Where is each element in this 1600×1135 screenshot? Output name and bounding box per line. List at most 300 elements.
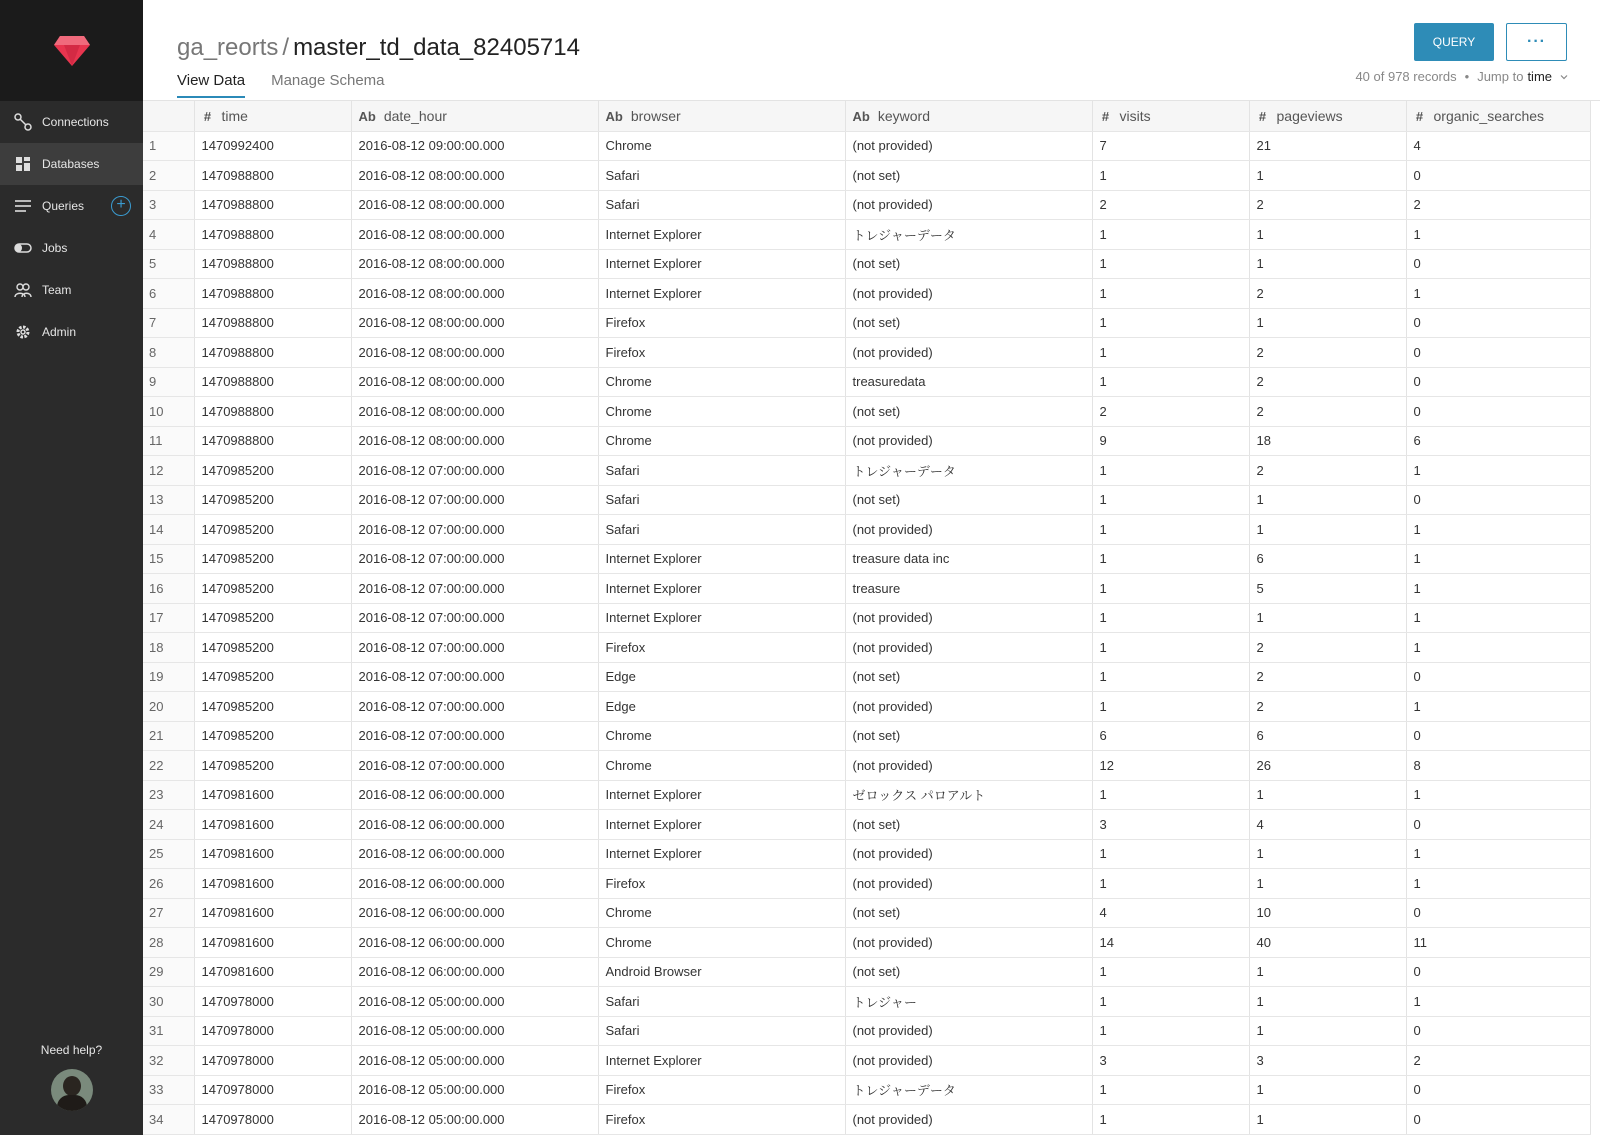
table-cell-time[interactable]: 1470981600: [194, 839, 351, 869]
table-cell-date-hour[interactable]: 2016-08-12 06:00:00.000: [351, 898, 598, 928]
table-cell-pageviews[interactable]: 6: [1249, 544, 1406, 574]
table-cell-time[interactable]: 1470985200: [194, 603, 351, 633]
table-cell-keyword[interactable]: treasure: [845, 574, 1092, 604]
table-cell-visits[interactable]: 3: [1092, 810, 1249, 840]
table-cell-time[interactable]: 1470988800: [194, 308, 351, 338]
column-header-keyword[interactable]: [845, 101, 1092, 131]
table-cell-time[interactable]: 1470988800: [194, 220, 351, 250]
table-cell-organic-searches[interactable]: 1: [1406, 869, 1590, 899]
table-cell-visits[interactable]: 1: [1092, 249, 1249, 279]
table-cell-browser[interactable]: Chrome: [598, 928, 845, 958]
table-cell-pageviews[interactable]: 2: [1249, 279, 1406, 309]
table-cell-keyword[interactable]: トレジャーデータ: [845, 1075, 1092, 1105]
table-cell-browser[interactable]: Chrome: [598, 397, 845, 427]
table-cell-date-hour[interactable]: 2016-08-12 06:00:00.000: [351, 869, 598, 899]
table-cell-time[interactable]: 1470981600: [194, 898, 351, 928]
table-cell-browser[interactable]: Internet Explorer: [598, 544, 845, 574]
breadcrumb-database[interactable]: ga_reorts: [177, 34, 279, 61]
table-cell-browser[interactable]: Firefox: [598, 869, 845, 899]
table-cell-keyword[interactable]: トレジャーデータ: [845, 456, 1092, 486]
table-row[interactable]: [143, 1105, 1590, 1135]
table-cell-keyword[interactable]: (not set): [845, 397, 1092, 427]
table-cell-keyword[interactable]: (not provided): [845, 928, 1092, 958]
jump-to-value[interactable]: time: [1527, 69, 1552, 84]
table-cell-time[interactable]: 1470985200: [194, 692, 351, 722]
table-cell-browser[interactable]: Internet Explorer: [598, 780, 845, 810]
table-cell-keyword[interactable]: (not provided): [845, 1016, 1092, 1046]
table-cell-pageviews[interactable]: 5: [1249, 574, 1406, 604]
table-cell-pageviews[interactable]: 3: [1249, 1046, 1406, 1076]
table-cell-browser[interactable]: Internet Explorer: [598, 839, 845, 869]
table-row[interactable]: [143, 1046, 1590, 1076]
table-cell-visits[interactable]: 12: [1092, 751, 1249, 781]
table-cell-time[interactable]: 1470988800: [194, 397, 351, 427]
table-cell-visits[interactable]: 1: [1092, 515, 1249, 545]
table-cell-date-hour[interactable]: 2016-08-12 08:00:00.000: [351, 279, 598, 309]
table-cell-keyword[interactable]: ゼロックス パロアルト: [845, 780, 1092, 810]
table-cell-date-hour[interactable]: 2016-08-12 06:00:00.000: [351, 810, 598, 840]
table-cell-visits[interactable]: 9: [1092, 426, 1249, 456]
column-header-time[interactable]: [194, 101, 351, 131]
table-row[interactable]: [143, 869, 1590, 899]
table-cell-pageviews[interactable]: 1: [1249, 1075, 1406, 1105]
table-cell-browser[interactable]: Chrome: [598, 367, 845, 397]
column-header-visits[interactable]: [1092, 101, 1249, 131]
table-cell-visits[interactable]: 1: [1092, 662, 1249, 692]
table-cell-date-hour[interactable]: 2016-08-12 07:00:00.000: [351, 544, 598, 574]
table-cell-time[interactable]: 1470988800: [194, 367, 351, 397]
table-cell-organic-searches[interactable]: 2: [1406, 190, 1590, 220]
table-cell-time[interactable]: 1470985200: [194, 544, 351, 574]
sidebar-item-admin[interactable]: [0, 311, 143, 353]
table-cell-pageviews[interactable]: 1: [1249, 987, 1406, 1017]
table-row[interactable]: [143, 603, 1590, 633]
table-cell-organic-searches[interactable]: 0: [1406, 662, 1590, 692]
table-cell-pageviews[interactable]: 18: [1249, 426, 1406, 456]
table-row[interactable]: [143, 161, 1590, 191]
sidebar-item-queries[interactable]: [0, 185, 143, 227]
table-cell-visits[interactable]: 1: [1092, 957, 1249, 987]
table-cell-pageviews[interactable]: 40: [1249, 928, 1406, 958]
table-cell-visits[interactable]: 1: [1092, 603, 1249, 633]
table-cell-visits[interactable]: 1: [1092, 839, 1249, 869]
table-cell-pageviews[interactable]: 1: [1249, 161, 1406, 191]
table-cell-time[interactable]: 1470988800: [194, 249, 351, 279]
table-cell-keyword[interactable]: (not provided): [845, 190, 1092, 220]
table-cell-time[interactable]: 1470992400: [194, 131, 351, 161]
table-cell-organic-searches[interactable]: 1: [1406, 515, 1590, 545]
table-cell-keyword[interactable]: トレジャーデータ: [845, 220, 1092, 250]
help-link[interactable]: Need help?: [40, 1043, 103, 1057]
column-header-date-hour[interactable]: [351, 101, 598, 131]
table-cell-organic-searches[interactable]: 1: [1406, 603, 1590, 633]
table-cell-keyword[interactable]: トレジャー: [845, 987, 1092, 1017]
table-cell-browser[interactable]: Internet Explorer: [598, 574, 845, 604]
table-cell-keyword[interactable]: (not set): [845, 721, 1092, 751]
table-cell-pageviews[interactable]: 2: [1249, 367, 1406, 397]
table-cell-keyword[interactable]: (not provided): [845, 515, 1092, 545]
sidebar-item-databases[interactable]: [0, 143, 143, 185]
table-cell-browser[interactable]: Chrome: [598, 898, 845, 928]
table-cell-keyword[interactable]: (not provided): [845, 633, 1092, 663]
table-cell-date-hour[interactable]: 2016-08-12 08:00:00.000: [351, 308, 598, 338]
table-cell-visits[interactable]: 1: [1092, 456, 1249, 486]
table-cell-pageviews[interactable]: 21: [1249, 131, 1406, 161]
table-row[interactable]: [143, 249, 1590, 279]
table-cell-date-hour[interactable]: 2016-08-12 07:00:00.000: [351, 603, 598, 633]
table-cell-keyword[interactable]: (not provided): [845, 426, 1092, 456]
table-cell-time[interactable]: 1470981600: [194, 869, 351, 899]
table-row[interactable]: [143, 544, 1590, 574]
table-cell-date-hour[interactable]: 2016-08-12 07:00:00.000: [351, 485, 598, 515]
table-cell-pageviews[interactable]: 1: [1249, 839, 1406, 869]
table-cell-keyword[interactable]: (not provided): [845, 839, 1092, 869]
table-cell-organic-searches[interactable]: 1: [1406, 633, 1590, 663]
table-cell-visits[interactable]: 1: [1092, 1105, 1249, 1135]
table-cell-time[interactable]: 1470985200: [194, 485, 351, 515]
table-cell-browser[interactable]: Firefox: [598, 1105, 845, 1135]
table-cell-browser[interactable]: Internet Explorer: [598, 810, 845, 840]
table-cell-pageviews[interactable]: 2: [1249, 456, 1406, 486]
table-cell-pageviews[interactable]: 1: [1249, 249, 1406, 279]
table-cell-browser[interactable]: Safari: [598, 1016, 845, 1046]
table-row[interactable]: [143, 751, 1590, 781]
table-cell-browser[interactable]: Chrome: [598, 426, 845, 456]
table-cell-browser[interactable]: Internet Explorer: [598, 220, 845, 250]
table-cell-date-hour[interactable]: 2016-08-12 05:00:00.000: [351, 1046, 598, 1076]
jump-to-label[interactable]: Jump to: [1477, 69, 1524, 84]
table-row[interactable]: [143, 928, 1590, 958]
table-cell-time[interactable]: 1470981600: [194, 780, 351, 810]
table-cell-organic-searches[interactable]: 1: [1406, 780, 1590, 810]
table-cell-pageviews[interactable]: 10: [1249, 898, 1406, 928]
table-cell-organic-searches[interactable]: 1: [1406, 839, 1590, 869]
table-cell-time[interactable]: 1470978000: [194, 1046, 351, 1076]
table-cell-time[interactable]: 1470981600: [194, 928, 351, 958]
table-cell-organic-searches[interactable]: 2: [1406, 1046, 1590, 1076]
table-cell-visits[interactable]: 1: [1092, 780, 1249, 810]
table-cell-pageviews[interactable]: 1: [1249, 869, 1406, 899]
table-row[interactable]: [143, 721, 1590, 751]
sidebar-item-connections[interactable]: [0, 101, 143, 143]
table-cell-date-hour[interactable]: 2016-08-12 06:00:00.000: [351, 957, 598, 987]
table-row[interactable]: [143, 633, 1590, 663]
table-cell-pageviews[interactable]: 2: [1249, 397, 1406, 427]
table-cell-visits[interactable]: 1: [1092, 367, 1249, 397]
table-cell-keyword[interactable]: (not provided): [845, 1046, 1092, 1076]
table-row[interactable]: [143, 190, 1590, 220]
table-cell-organic-searches[interactable]: 0: [1406, 898, 1590, 928]
table-cell-pageviews[interactable]: 2: [1249, 190, 1406, 220]
table-cell-date-hour[interactable]: 2016-08-12 06:00:00.000: [351, 780, 598, 810]
table-cell-browser[interactable]: Internet Explorer: [598, 279, 845, 309]
table-cell-visits[interactable]: 1: [1092, 574, 1249, 604]
table-cell-visits[interactable]: 6: [1092, 721, 1249, 751]
table-cell-visits[interactable]: 4: [1092, 898, 1249, 928]
table-row[interactable]: [143, 692, 1590, 722]
table-cell-browser[interactable]: Edge: [598, 692, 845, 722]
table-cell-time[interactable]: 1470981600: [194, 957, 351, 987]
table-cell-date-hour[interactable]: 2016-08-12 05:00:00.000: [351, 1075, 598, 1105]
table-cell-time[interactable]: 1470985200: [194, 633, 351, 663]
table-cell-pageviews[interactable]: 1: [1249, 1016, 1406, 1046]
table-cell-pageviews[interactable]: 2: [1249, 633, 1406, 663]
table-cell-browser[interactable]: Chrome: [598, 721, 845, 751]
query-button[interactable]: QUERY: [1414, 23, 1494, 61]
table-cell-browser[interactable]: Safari: [598, 987, 845, 1017]
table-cell-organic-searches[interactable]: 0: [1406, 1075, 1590, 1105]
table-cell-browser[interactable]: Safari: [598, 515, 845, 545]
table-row[interactable]: [143, 662, 1590, 692]
table-cell-organic-searches[interactable]: 4: [1406, 131, 1590, 161]
table-cell-organic-searches[interactable]: 0: [1406, 249, 1590, 279]
table-cell-date-hour[interactable]: 2016-08-12 07:00:00.000: [351, 662, 598, 692]
table-cell-visits[interactable]: 3: [1092, 1046, 1249, 1076]
table-cell-time[interactable]: 1470978000: [194, 1016, 351, 1046]
table-cell-keyword[interactable]: treasure data inc: [845, 544, 1092, 574]
table-row[interactable]: [143, 485, 1590, 515]
table-cell-visits[interactable]: 1: [1092, 869, 1249, 899]
table-cell-visits[interactable]: 1: [1092, 485, 1249, 515]
table-row[interactable]: [143, 338, 1590, 368]
table-cell-date-hour[interactable]: 2016-08-12 09:00:00.000: [351, 131, 598, 161]
table-cell-date-hour[interactable]: 2016-08-12 07:00:00.000: [351, 515, 598, 545]
table-cell-pageviews[interactable]: 1: [1249, 780, 1406, 810]
column-header-pageviews[interactable]: [1249, 101, 1406, 131]
sidebar-item-team[interactable]: [0, 269, 143, 311]
table-row[interactable]: [143, 987, 1590, 1017]
table-cell-date-hour[interactable]: 2016-08-12 08:00:00.000: [351, 426, 598, 456]
table-cell-visits[interactable]: 14: [1092, 928, 1249, 958]
table-cell-browser[interactable]: Firefox: [598, 308, 845, 338]
avatar[interactable]: [51, 1069, 93, 1111]
table-cell-pageviews[interactable]: 1: [1249, 1105, 1406, 1135]
table-cell-browser[interactable]: Edge: [598, 662, 845, 692]
table-cell-visits[interactable]: 1: [1092, 692, 1249, 722]
table-cell-browser[interactable]: Firefox: [598, 338, 845, 368]
table-cell-time[interactable]: 1470981600: [194, 810, 351, 840]
table-cell-visits[interactable]: 2: [1092, 190, 1249, 220]
table-cell-time[interactable]: 1470985200: [194, 574, 351, 604]
table-cell-visits[interactable]: 1: [1092, 220, 1249, 250]
table-cell-keyword[interactable]: (not set): [845, 898, 1092, 928]
table-cell-keyword[interactable]: (not provided): [845, 131, 1092, 161]
table-cell-keyword[interactable]: (not set): [845, 662, 1092, 692]
table-cell-browser[interactable]: Safari: [598, 485, 845, 515]
table-cell-time[interactable]: 1470985200: [194, 456, 351, 486]
table-cell-browser[interactable]: Android Browser: [598, 957, 845, 987]
table-cell-keyword[interactable]: (not set): [845, 249, 1092, 279]
table-cell-browser[interactable]: Firefox: [598, 1075, 845, 1105]
table-cell-pageviews[interactable]: 2: [1249, 338, 1406, 368]
table-row[interactable]: [143, 810, 1590, 840]
table-cell-browser[interactable]: Firefox: [598, 633, 845, 663]
table-cell-keyword[interactable]: (not set): [845, 810, 1092, 840]
table-cell-date-hour[interactable]: 2016-08-12 07:00:00.000: [351, 692, 598, 722]
table-cell-keyword[interactable]: (not provided): [845, 1105, 1092, 1135]
table-cell-organic-searches[interactable]: 1: [1406, 544, 1590, 574]
table-cell-organic-searches[interactable]: 11: [1406, 928, 1590, 958]
table-cell-browser[interactable]: Chrome: [598, 751, 845, 781]
table-cell-visits[interactable]: 2: [1092, 397, 1249, 427]
table-cell-keyword[interactable]: (not provided): [845, 751, 1092, 781]
table-cell-pageviews[interactable]: 1: [1249, 603, 1406, 633]
table-cell-date-hour[interactable]: 2016-08-12 08:00:00.000: [351, 397, 598, 427]
add-query-button[interactable]: +: [111, 196, 131, 216]
table-cell-organic-searches[interactable]: 0: [1406, 957, 1590, 987]
table-row[interactable]: [143, 279, 1590, 309]
table-row[interactable]: [143, 220, 1590, 250]
table-cell-date-hour[interactable]: 2016-08-12 07:00:00.000: [351, 751, 598, 781]
table-cell-date-hour[interactable]: 2016-08-12 08:00:00.000: [351, 338, 598, 368]
table-cell-keyword[interactable]: (not set): [845, 957, 1092, 987]
row-number: 2: [143, 161, 194, 191]
table-cell-keyword[interactable]: (not provided): [845, 338, 1092, 368]
table-cell-date-hour[interactable]: 2016-08-12 05:00:00.000: [351, 987, 598, 1017]
table-row[interactable]: [143, 426, 1590, 456]
table-cell-keyword[interactable]: treasuredata: [845, 367, 1092, 397]
more-options-button[interactable]: ···: [1506, 23, 1567, 61]
table-cell-date-hour[interactable]: 2016-08-12 07:00:00.000: [351, 574, 598, 604]
table-cell-organic-searches[interactable]: 0: [1406, 161, 1590, 191]
table-cell-browser[interactable]: Internet Explorer: [598, 1046, 845, 1076]
table-cell-pageviews[interactable]: 26: [1249, 751, 1406, 781]
row-number: 24: [143, 810, 194, 840]
table-cell-keyword[interactable]: (not set): [845, 485, 1092, 515]
chevron-down-icon[interactable]: [1560, 73, 1568, 81]
table-cell-organic-searches[interactable]: 8: [1406, 751, 1590, 781]
table-cell-time[interactable]: 1470988800: [194, 426, 351, 456]
table-cell-time[interactable]: 1470978000: [194, 1105, 351, 1135]
logo-icon[interactable]: [54, 36, 90, 66]
table-cell-keyword[interactable]: (not provided): [845, 279, 1092, 309]
table-cell-organic-searches[interactable]: 0: [1406, 810, 1590, 840]
table-cell-pageviews[interactable]: 6: [1249, 721, 1406, 751]
table-cell-pageviews[interactable]: 1: [1249, 485, 1406, 515]
table-cell-visits[interactable]: 1: [1092, 161, 1249, 191]
tab-manage-schema[interactable]: Manage Schema: [271, 72, 385, 89]
table-cell-browser[interactable]: Chrome: [598, 131, 845, 161]
table-cell-date-hour[interactable]: 2016-08-12 08:00:00.000: [351, 190, 598, 220]
table-cell-date-hour[interactable]: 2016-08-12 07:00:00.000: [351, 456, 598, 486]
table-row[interactable]: [143, 131, 1590, 161]
table-cell-date-hour[interactable]: 2016-08-12 07:00:00.000: [351, 721, 598, 751]
table-cell-visits[interactable]: 1: [1092, 279, 1249, 309]
table-cell-pageviews[interactable]: 2: [1249, 662, 1406, 692]
table-row[interactable]: [143, 367, 1590, 397]
table-cell-organic-searches[interactable]: 1: [1406, 987, 1590, 1017]
table-cell-date-hour[interactable]: 2016-08-12 05:00:00.000: [351, 1105, 598, 1135]
table-cell-pageviews[interactable]: 2: [1249, 692, 1406, 722]
table-row[interactable]: [143, 780, 1590, 810]
table-cell-organic-searches[interactable]: 0: [1406, 338, 1590, 368]
table-cell-time[interactable]: 1470985200: [194, 515, 351, 545]
table-row[interactable]: [143, 1016, 1590, 1046]
table-cell-date-hour[interactable]: 2016-08-12 07:00:00.000: [351, 633, 598, 663]
table-cell-organic-searches[interactable]: 1: [1406, 279, 1590, 309]
table-cell-organic-searches[interactable]: 0: [1406, 367, 1590, 397]
table-cell-visits[interactable]: 1: [1092, 633, 1249, 663]
table-cell-pageviews[interactable]: 1: [1249, 220, 1406, 250]
table-cell-date-hour[interactable]: 2016-08-12 08:00:00.000: [351, 249, 598, 279]
table-row[interactable]: [143, 957, 1590, 987]
table-cell-browser[interactable]: Internet Explorer: [598, 249, 845, 279]
table-cell-organic-searches[interactable]: 6: [1406, 426, 1590, 456]
table-cell-organic-searches[interactable]: 0: [1406, 1016, 1590, 1046]
table-cell-visits[interactable]: 1: [1092, 308, 1249, 338]
table-cell-pageviews[interactable]: 4: [1249, 810, 1406, 840]
table-row[interactable]: [143, 515, 1590, 545]
table-cell-time[interactable]: 1470985200: [194, 662, 351, 692]
table-cell-organic-searches[interactable]: 1: [1406, 692, 1590, 722]
table-cell-date-hour[interactable]: 2016-08-12 06:00:00.000: [351, 839, 598, 869]
table-cell-date-hour[interactable]: 2016-08-12 05:00:00.000: [351, 1016, 598, 1046]
table-cell-organic-searches[interactable]: 0: [1406, 1105, 1590, 1135]
table-cell-date-hour[interactable]: 2016-08-12 08:00:00.000: [351, 367, 598, 397]
table-cell-browser[interactable]: Safari: [598, 456, 845, 486]
table-cell-time[interactable]: 1470985200: [194, 751, 351, 781]
column-header-organic-searches[interactable]: [1406, 101, 1590, 131]
sidebar-item-jobs[interactable]: [0, 227, 143, 269]
table-cell-keyword[interactable]: (not set): [845, 161, 1092, 191]
table-row[interactable]: [143, 1075, 1590, 1105]
table-cell-organic-searches[interactable]: 0: [1406, 485, 1590, 515]
table-cell-browser[interactable]: Safari: [598, 161, 845, 191]
table-cell-browser[interactable]: Internet Explorer: [598, 603, 845, 633]
table-cell-date-hour[interactable]: 2016-08-12 08:00:00.000: [351, 220, 598, 250]
tab-view-data[interactable]: View Data: [177, 72, 245, 98]
table-cell-keyword[interactable]: (not provided): [845, 692, 1092, 722]
table-cell-pageviews[interactable]: 1: [1249, 515, 1406, 545]
table-cell-date-hour[interactable]: 2016-08-12 08:00:00.000: [351, 161, 598, 191]
table-row[interactable]: [143, 898, 1590, 928]
table-cell-visits[interactable]: 1: [1092, 987, 1249, 1017]
table-cell-pageviews[interactable]: 1: [1249, 957, 1406, 987]
table-cell-date-hour[interactable]: 2016-08-12 06:00:00.000: [351, 928, 598, 958]
table-row[interactable]: [143, 397, 1590, 427]
table-cell-keyword[interactable]: (not set): [845, 308, 1092, 338]
table-cell-organic-searches[interactable]: 1: [1406, 456, 1590, 486]
table-row[interactable]: [143, 574, 1590, 604]
table-row[interactable]: [143, 456, 1590, 486]
table-cell-visits[interactable]: 7: [1092, 131, 1249, 161]
table-cell-time[interactable]: 1470988800: [194, 190, 351, 220]
table-cell-organic-searches[interactable]: 0: [1406, 397, 1590, 427]
table-cell-time[interactable]: 1470988800: [194, 338, 351, 368]
data-table-container[interactable]: [143, 100, 1600, 1135]
table-cell-visits[interactable]: 1: [1092, 1075, 1249, 1105]
table-cell-visits[interactable]: 1: [1092, 544, 1249, 574]
table-cell-organic-searches[interactable]: 1: [1406, 574, 1590, 604]
table-cell-organic-searches[interactable]: 1: [1406, 220, 1590, 250]
table-cell-time[interactable]: 1470978000: [194, 1075, 351, 1105]
table-cell-time[interactable]: 1470988800: [194, 161, 351, 191]
table-cell-visits[interactable]: 1: [1092, 1016, 1249, 1046]
column-header-browser[interactable]: [598, 101, 845, 131]
table-cell-browser[interactable]: Safari: [598, 190, 845, 220]
table-cell-organic-searches[interactable]: 0: [1406, 308, 1590, 338]
table-cell-pageviews[interactable]: 1: [1249, 308, 1406, 338]
table-cell-time[interactable]: 1470985200: [194, 721, 351, 751]
table-row[interactable]: [143, 308, 1590, 338]
table-cell-visits[interactable]: 1: [1092, 338, 1249, 368]
table-row[interactable]: [143, 839, 1590, 869]
table-cell-organic-searches[interactable]: 0: [1406, 721, 1590, 751]
table-cell-keyword[interactable]: (not provided): [845, 603, 1092, 633]
table-cell-time[interactable]: 1470978000: [194, 987, 351, 1017]
table-cell-keyword[interactable]: (not provided): [845, 869, 1092, 899]
table-cell-time[interactable]: 1470988800: [194, 279, 351, 309]
